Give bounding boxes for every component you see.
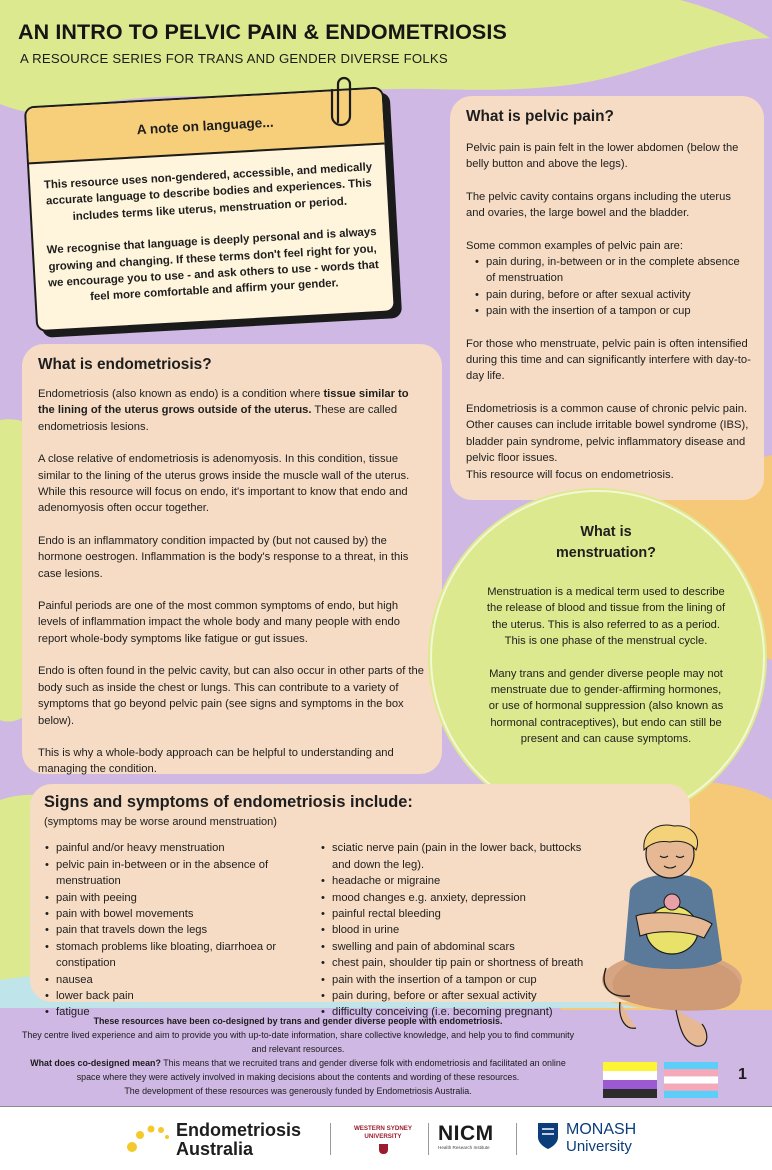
page-subtitle: A RESOURCE SERIES FOR TRANS AND GENDER DIVERSE FOLKS: [20, 51, 448, 66]
endometriosis-heading: What is endometriosis?: [38, 356, 212, 373]
list-item: • difficulty conceiving (i.e. becoming pregnant): [320, 1004, 590, 1020]
endo-p3: Endo is an inflammatory condition impacted by (but not caused by) the hormone oestrogen. Inflammation is the body's response to a threat, in this case lesions.: [38, 534, 409, 580]
page-number: 1: [738, 1066, 747, 1083]
divider: [516, 1123, 517, 1155]
list-item: • pain with the insertion of a tampon or cup: [320, 972, 590, 988]
list-item: • mood changes e.g. anxiety, depression: [320, 890, 590, 906]
person-illustration: [600, 820, 760, 1050]
menstruation-content: [486, 522, 726, 748]
signs-list-right: [320, 840, 590, 1020]
monash-name: MONASH University: [566, 1121, 637, 1155]
footer-line-1: These resources have been co-designed by trans and gender diverse people with endometriosis.: [93, 1016, 503, 1026]
list-item: • headache or migraine: [320, 873, 590, 889]
pelvic-p6: This resource will focus on endometriosis.: [466, 468, 674, 481]
list-item: • pain that travels down the legs: [44, 922, 306, 938]
endo-p5: Endo is often found in the pelvic cavity, but can also occur in other parts of the body such as inside the chest or lungs. This can contribute to a variety of symptoms that go beyond pelvic pain (see signs and symptoms in the box below).: [38, 665, 424, 727]
endo-p4: Painful periods are one of the most common symptoms of endo, but high levels of inflammation impact the whole body and many people with endo report whole-body symptoms like fatigue or gut issues.: [38, 600, 400, 645]
list-item: • chest pain, shoulder tip pain or shortness of breath: [320, 955, 590, 971]
note-p1: This resource uses non-gendered, accessible, and medically accurate language to describe bodies and experiences. This includes terms like uterus, menstruation or period.: [43, 161, 373, 223]
divider: [330, 1123, 331, 1155]
note-title: A note on language...: [136, 114, 274, 137]
list-item: • pain with peeing: [44, 890, 306, 906]
list-item: • pain with the insertion of a tampon or cup: [474, 303, 752, 319]
list-item: • stomach problems like bloating, diarrhoea or constipation: [44, 939, 306, 972]
endo-australia-name: Endometriosis Australia: [176, 1120, 302, 1159]
wsu-crest-icon: [379, 1144, 388, 1154]
pelvic-pain-card: [450, 96, 764, 500]
footer-line-2: They centre lived experience and aim to provide you with up-to-date information, share collective knowledge, and help you to find community and relevant resources.: [21, 1030, 575, 1054]
footer-line-4: The development of these resources was generously funded by Endometriosis Australia.: [124, 1086, 472, 1096]
signs-columns: [44, 840, 678, 1020]
pelvic-p1: Pelvic pain is pain felt in the lower abdomen (below the belly button and above the legs).: [466, 142, 739, 171]
signs-card: [30, 784, 690, 1019]
list-item: • painful rectal bleeding: [320, 906, 590, 922]
endometriosis-card: [22, 344, 442, 774]
signs-list-left: [44, 840, 306, 1020]
pelvic-examples-list: [474, 254, 752, 320]
signs-note: (symptoms may be worse around menstruation): [44, 816, 277, 828]
list-item: • pain during, before or after sexual activity: [474, 287, 752, 303]
pelvic-p3: Some common examples of pelvic pain are:: [466, 239, 684, 252]
trans-flag-icon: [664, 1062, 718, 1098]
list-item: • painful and/or heavy menstruation: [44, 840, 306, 856]
pelvic-pain-heading: What is pelvic pain?: [466, 108, 614, 125]
nonbinary-flag-icon: [603, 1062, 657, 1098]
menstruation-p2: Many trans and gender diverse people may not menstruate due to gender-affirming hormones, or use of hormonal suppression (also known as hormonal contraceptives), but endo can still be present and can cause symptoms.: [488, 667, 724, 746]
list-item: • blood in urine: [320, 922, 590, 938]
note-body: [29, 144, 393, 308]
divider: [428, 1123, 429, 1155]
list-item: • pain during, in-between or in the complete absence of menstruation: [474, 254, 752, 287]
endometriosis-australia-logo-icon: [124, 1121, 170, 1155]
paperclip-icon: [328, 72, 358, 128]
page-title: AN INTRO TO PELVIC PAIN & ENDOMETRIOSIS: [18, 20, 507, 44]
partner-logos: [0, 1106, 772, 1170]
wsu-logo: WESTERN SYDNEY UNIVERSITY: [344, 1125, 422, 1154]
menstruation-p1: Menstruation is a medical term used to describe the release of blood and tissue from the lining of the uterus. This is also referred to as a period. This is one phase of the menstrual cycle.: [486, 586, 726, 648]
list-item: • pain during, before or after sexual activity: [320, 988, 590, 1004]
list-item: • fatigue: [44, 1004, 306, 1020]
list-item: • swelling and pain of abdominal scars: [320, 939, 590, 955]
endo-p1: Endometriosis (also known as endo) is a condition where tissue similar to the lining of the uterus grows outside of the uterus. These are called endometriosis lesions.: [38, 388, 409, 433]
monash-crest-icon: [536, 1121, 560, 1151]
list-item: • pelvic pain in-between or in the absence of menstruation: [44, 857, 306, 890]
footer-credits: [0, 1014, 596, 1098]
pelvic-p2: The pelvic cavity contains organs including the uterus and ovaries, the large bowel and the bladder.: [466, 190, 731, 220]
pelvic-p5: Endometriosis is a common cause of chronic pelvic pain. Other causes can include irritable bowel syndrome (IBS), bladder pain syndrome, pelvic inflammatory disease and pelvic floor issues.: [466, 402, 749, 465]
endo-p2: A close relative of endometriosis is adenomyosis. In this condition, tissue similar to the lining of the uterus grows inside the muscle wall of the uterus. While this resource will focus on endo, it's important to know that endo and adenomyosis often occur together.: [38, 453, 410, 515]
menstruation-heading: What is menstruation?: [556, 524, 656, 561]
list-item: • lower back pain: [44, 988, 306, 1004]
list-item: • nausea: [44, 972, 306, 988]
endo-p6: This is why a whole-body approach can be helpful to understanding and managing the condition.: [38, 746, 394, 776]
list-item: • sciatic nerve pain (pain in the lower back, buttocks and down the leg).: [320, 840, 590, 873]
footer-line-3: What does co-designed mean? This means that we recruited trans and gender diverse folk with endometriosis and facilitated an online space where they were actively involved in making decisions about the contents and wording of these resources.: [30, 1058, 566, 1082]
signs-heading: Signs and symptoms of endometriosis include:: [44, 793, 413, 811]
pelvic-p4: For those who menstruate, pelvic pain is often intensified during this time and can significantly interfere with day-to-day life.: [466, 337, 751, 383]
note-p2: We recognise that language is deeply personal and is always growing and changing. If these terms don't feel right for you, we encourage you to use - and ask others to use - words that feel more comfortable and affirm your gender.: [46, 226, 380, 304]
nicm-logo: NICM Health Research Institute: [438, 1122, 494, 1150]
list-item: • pain with bowel movements: [44, 906, 306, 922]
